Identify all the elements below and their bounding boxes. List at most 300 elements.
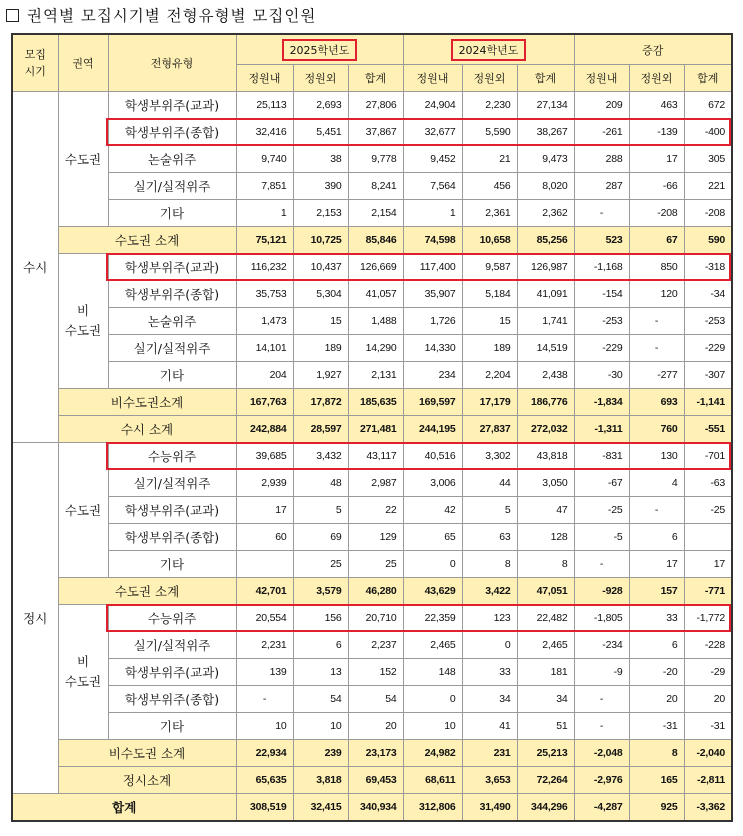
value-cell: 590 [684,227,732,254]
value-cell: 31,490 [462,794,517,822]
value-cell: - [629,308,684,335]
value-cell: 4 [629,470,684,497]
row-label: 수도권 소계 [58,578,236,605]
value-cell: 43,629 [403,578,462,605]
header-year-2024 [403,34,574,65]
table-row [12,173,732,200]
header-period: 모집 시기 [12,34,58,92]
table-row [12,119,732,146]
subcol-header: 정원내 [403,65,462,92]
table-row [12,524,732,551]
value-cell: -25 [574,497,629,524]
value-cell: 20 [348,713,403,740]
value-cell: 1,488 [348,308,403,335]
period-jeongsi: 정시 [12,443,58,794]
value-cell: 44 [462,470,517,497]
value-cell: 239 [293,740,348,767]
year-2024-label: 2024학년도 [451,39,527,61]
value-cell: -29 [684,659,732,686]
value-cell: -3,362 [684,794,732,822]
value-cell: 17 [629,551,684,578]
row-label: 비수도권소계 [58,389,236,416]
row-label: 학생부위주(종합) [108,686,236,713]
table-row [12,551,732,578]
value-cell: 287 [574,173,629,200]
value-cell: 1,927 [293,362,348,389]
grand-total-row [12,794,732,822]
value-cell: 23,173 [348,740,403,767]
value-cell: 6 [293,632,348,659]
subtotal-row [12,389,732,416]
value-cell: 54 [348,686,403,713]
value-cell: 5,304 [293,281,348,308]
value-cell: -2,040 [684,740,732,767]
value-cell: 74,598 [403,227,462,254]
value-cell: - [629,335,684,362]
value-cell: 20,710 [348,605,403,632]
value-cell: 33 [629,605,684,632]
table-row [12,713,732,740]
value-cell: 3,302 [462,443,517,470]
value-cell: 672 [684,92,732,119]
value-cell: 6 [629,524,684,551]
value-cell: 46,280 [348,578,403,605]
value-cell: 47,051 [517,578,574,605]
subtotal-row [12,227,732,254]
value-cell: -25 [684,497,732,524]
value-cell: -234 [574,632,629,659]
value-cell: 33 [462,659,517,686]
table-row [12,281,732,308]
value-cell: 69 [293,524,348,551]
value-cell: 32,416 [236,119,293,146]
value-cell: -1,805 [574,605,629,632]
value-cell: 75,121 [236,227,293,254]
value-cell: 2,987 [348,470,403,497]
value-cell: 47 [517,497,574,524]
value-cell: 3,579 [293,578,348,605]
value-cell: 8,241 [348,173,403,200]
value-cell: 51 [517,713,574,740]
value-cell: 1,726 [403,308,462,335]
row-label: 실기/실적위주 [108,335,236,362]
value-cell: 242,884 [236,416,293,443]
table-row [12,335,732,362]
value-cell: -228 [684,632,732,659]
value-cell: 0 [403,551,462,578]
subcol-header: 정원외 [293,65,348,92]
value-cell: -2,048 [574,740,629,767]
value-cell: 17,872 [293,389,348,416]
value-cell: 10 [236,713,293,740]
row-label: 학생부위주(교과) [108,92,236,119]
value-cell: 312,806 [403,794,462,822]
value-cell: 22,934 [236,740,293,767]
value-cell: 116,232 [236,254,293,281]
value-cell: 27,837 [462,416,517,443]
value-cell: 167,763 [236,389,293,416]
value-cell: 28,597 [293,416,348,443]
value-cell: 22 [348,497,403,524]
value-cell: 60 [236,524,293,551]
value-cell: 165 [629,767,684,794]
value-cell: 10,658 [462,227,517,254]
value-cell: 0 [403,686,462,713]
value-cell: 41 [462,713,517,740]
value-cell: 17 [684,551,732,578]
value-cell: 65,635 [236,767,293,794]
value-cell: -34 [684,281,732,308]
value-cell: 344,296 [517,794,574,822]
row-label: 비수도권 소계 [58,740,236,767]
value-cell: 126,669 [348,254,403,281]
value-cell: 9,452 [403,146,462,173]
value-cell: 2,361 [462,200,517,227]
value-cell: 34 [462,686,517,713]
value-cell: -66 [629,173,684,200]
table-row [12,605,732,632]
value-cell: 54 [293,686,348,713]
value-cell: 2,153 [293,200,348,227]
value-cell: 5 [293,497,348,524]
value-cell: 186,776 [517,389,574,416]
value-cell: 32,415 [293,794,348,822]
value-cell: 20 [684,686,732,713]
value-cell: 48 [293,470,348,497]
value-cell: -229 [574,335,629,362]
page-title [6,4,316,28]
value-cell: 2,939 [236,470,293,497]
value-cell: -253 [684,308,732,335]
value-cell: 1 [236,200,293,227]
header-region: 권역 [58,34,108,92]
value-cell: 231 [462,740,517,767]
row-label: 논술위주 [108,308,236,335]
row-label: 수시 소계 [58,416,236,443]
table-row [12,146,732,173]
value-cell [684,524,732,551]
value-cell: 10,437 [293,254,348,281]
row-label: 논술위주 [108,146,236,173]
value-cell: 68,611 [403,767,462,794]
value-cell: 204 [236,362,293,389]
value-cell: 41,091 [517,281,574,308]
value-cell: -208 [629,200,684,227]
value-cell: 456 [462,173,517,200]
value-cell: 2,231 [236,632,293,659]
value-cell: -2,811 [684,767,732,794]
value-cell: 3,432 [293,443,348,470]
value-cell: 27,134 [517,92,574,119]
value-cell: - [629,497,684,524]
value-cell: 2,230 [462,92,517,119]
value-cell: -307 [684,362,732,389]
row-label: 실기/실적위주 [108,173,236,200]
value-cell: 305 [684,146,732,173]
header-type: 전형유형 [108,34,236,92]
table-row [12,92,732,119]
value-cell: 67 [629,227,684,254]
value-cell: 129 [348,524,403,551]
value-cell: -31 [684,713,732,740]
value-cell: -139 [629,119,684,146]
value-cell: 15 [293,308,348,335]
subtotal-row [12,578,732,605]
value-cell: 272,032 [517,416,574,443]
value-cell: 25 [348,551,403,578]
value-cell: 85,846 [348,227,403,254]
table-row [12,470,732,497]
value-cell: 5,184 [462,281,517,308]
value-cell: 13 [293,659,348,686]
value-cell: 32,677 [403,119,462,146]
row-label: 기타 [108,551,236,578]
value-cell: 1,741 [517,308,574,335]
value-cell: 271,481 [348,416,403,443]
value-cell: -1,772 [684,605,732,632]
value-cell: 2,438 [517,362,574,389]
admissions-table [11,33,733,822]
row-label: 학생부위주(교과) [108,659,236,686]
subtotal-row [12,740,732,767]
value-cell: 8 [629,740,684,767]
susi-subtotal-row [12,416,732,443]
value-cell: 221 [684,173,732,200]
value-cell: 3,006 [403,470,462,497]
value-cell: 5,451 [293,119,348,146]
subcol-header: 합계 [517,65,574,92]
value-cell: 9,740 [236,146,293,173]
subcol-header: 정원외 [629,65,684,92]
value-cell: 288 [574,146,629,173]
value-cell: -31 [629,713,684,740]
value-cell: 38,267 [517,119,574,146]
table-row [12,497,732,524]
value-cell: 128 [517,524,574,551]
value-cell: -277 [629,362,684,389]
value-cell: 7,564 [403,173,462,200]
value-cell: -9 [574,659,629,686]
value-cell: -253 [574,308,629,335]
value-cell: 8,020 [517,173,574,200]
value-cell: 760 [629,416,684,443]
value-cell: - [236,686,293,713]
value-cell: 189 [293,335,348,362]
region-noncapital: 비 수도권 [58,605,108,740]
value-cell: 2,362 [517,200,574,227]
value-cell: 10,725 [293,227,348,254]
value-cell: 3,050 [517,470,574,497]
row-label: 합계 [12,794,236,822]
value-cell: -261 [574,119,629,146]
table-row [12,443,732,470]
value-cell: -67 [574,470,629,497]
value-cell: -701 [684,443,732,470]
value-cell: 0 [462,632,517,659]
value-cell: 2,131 [348,362,403,389]
value-cell: 20,554 [236,605,293,632]
region-capital: 수도권 [58,92,108,227]
value-cell: 69,453 [348,767,403,794]
value-cell: 43,117 [348,443,403,470]
value-cell: 10 [293,713,348,740]
value-cell: 5,590 [462,119,517,146]
value-cell: 24,982 [403,740,462,767]
value-cell: 123 [462,605,517,632]
value-cell: 1,473 [236,308,293,335]
value-cell: 17 [236,497,293,524]
value-cell: 21 [462,146,517,173]
value-cell: -1,834 [574,389,629,416]
row-label: 정시소계 [58,767,236,794]
value-cell: 35,753 [236,281,293,308]
row-label: 학생부위주(교과) [108,497,236,524]
header-year-2025 [236,34,403,65]
checkbox-square-icon [6,9,19,22]
value-cell: - [574,686,629,713]
value-cell: 14,330 [403,335,462,362]
header-change: 증감 [574,34,732,65]
value-cell: 25 [293,551,348,578]
value-cell: 390 [293,173,348,200]
value-cell: -928 [574,578,629,605]
value-cell: 139 [236,659,293,686]
value-cell: 126,987 [517,254,574,281]
value-cell: 42,701 [236,578,293,605]
value-cell: 17 [629,146,684,173]
value-cell: 25,213 [517,740,574,767]
year-2025-label: 2025학년도 [282,39,358,61]
value-cell: 130 [629,443,684,470]
value-cell: 185,635 [348,389,403,416]
value-cell: 22,482 [517,605,574,632]
value-cell: -1,168 [574,254,629,281]
value-cell: 85,256 [517,227,574,254]
value-cell: 15 [462,308,517,335]
value-cell: - [574,200,629,227]
table-row [12,308,732,335]
row-label: 실기/실적위주 [108,632,236,659]
value-cell: -831 [574,443,629,470]
value-cell: -4,287 [574,794,629,822]
value-cell: 693 [629,389,684,416]
row-label: 기타 [108,713,236,740]
value-cell: 35,907 [403,281,462,308]
value-cell: 152 [348,659,403,686]
value-cell: 157 [629,578,684,605]
value-cell: 10 [403,713,462,740]
value-cell: -20 [629,659,684,686]
row-label: 실기/실적위주 [108,470,236,497]
row-label: 기타 [108,362,236,389]
value-cell: 43,818 [517,443,574,470]
value-cell: 25,113 [236,92,293,119]
value-cell: -208 [684,200,732,227]
value-cell: 2,154 [348,200,403,227]
subcol-header: 정원외 [462,65,517,92]
value-cell: 3,818 [293,767,348,794]
value-cell: 24,904 [403,92,462,119]
value-cell: 120 [629,281,684,308]
value-cell: -400 [684,119,732,146]
value-cell: 2,465 [517,632,574,659]
table-row [12,362,732,389]
value-cell: 8 [462,551,517,578]
value-cell: 6 [629,632,684,659]
value-cell: 3,653 [462,767,517,794]
value-cell: 9,778 [348,146,403,173]
value-cell: 169,597 [403,389,462,416]
value-cell: -318 [684,254,732,281]
value-cell: 5 [462,497,517,524]
value-cell: 9,587 [462,254,517,281]
title-text: 권역별 모집시기별 전형유형별 모집인원 [27,7,317,25]
value-cell: 850 [629,254,684,281]
table-row [12,254,732,281]
jeongsi-subtotal-row [12,767,732,794]
row-label: 기타 [108,200,236,227]
value-cell: 20 [629,686,684,713]
value-cell [236,551,293,578]
value-cell: -551 [684,416,732,443]
value-cell: 40,516 [403,443,462,470]
value-cell: 39,685 [236,443,293,470]
subcol-header: 정원내 [574,65,629,92]
value-cell: -5 [574,524,629,551]
value-cell: 17,179 [462,389,517,416]
value-cell: -1,141 [684,389,732,416]
period-susi: 수시 [12,92,58,443]
value-cell: 209 [574,92,629,119]
row-label: 학생부위주(종합) [108,524,236,551]
value-cell: 308,519 [236,794,293,822]
value-cell: 117,400 [403,254,462,281]
value-cell: 14,290 [348,335,403,362]
value-cell: 14,101 [236,335,293,362]
value-cell: -1,311 [574,416,629,443]
value-cell: 72,264 [517,767,574,794]
value-cell: 41,057 [348,281,403,308]
value-cell: -154 [574,281,629,308]
value-cell: 181 [517,659,574,686]
row-label: 학생부위주(종합) [108,119,236,146]
value-cell: 3,422 [462,578,517,605]
value-cell: 2,237 [348,632,403,659]
value-cell: 2,693 [293,92,348,119]
value-cell: -63 [684,470,732,497]
value-cell: 63 [462,524,517,551]
subcol-header: 합계 [348,65,403,92]
value-cell: -229 [684,335,732,362]
row-label: 수도권 소계 [58,227,236,254]
value-cell: 156 [293,605,348,632]
table-row [12,659,732,686]
value-cell: - [574,551,629,578]
value-cell: 2,465 [403,632,462,659]
value-cell: 1 [403,200,462,227]
value-cell: 925 [629,794,684,822]
subcol-header: 정원내 [236,65,293,92]
value-cell: 22,359 [403,605,462,632]
table-row [12,200,732,227]
value-cell: 27,806 [348,92,403,119]
value-cell: 7,851 [236,173,293,200]
value-cell: 37,867 [348,119,403,146]
value-cell: 523 [574,227,629,254]
value-cell: 34 [517,686,574,713]
region-noncapital: 비 수도권 [58,254,108,389]
value-cell: 14,519 [517,335,574,362]
